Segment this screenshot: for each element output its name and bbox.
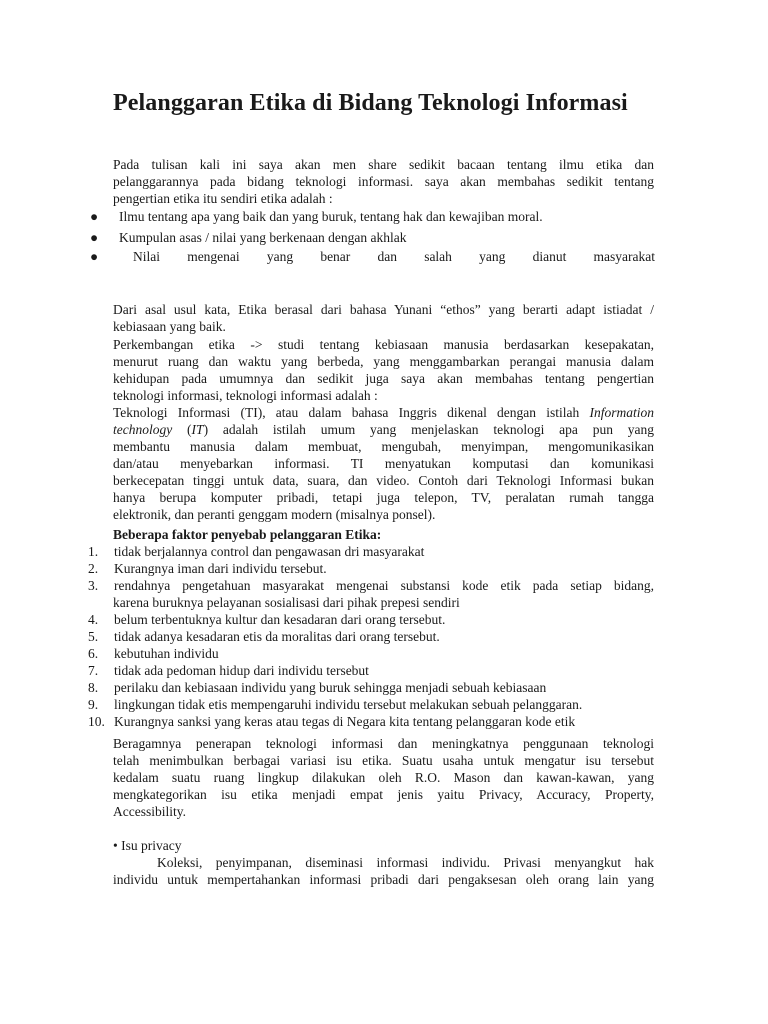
- factor-text: tidak ada pedoman hidup dari individu tersebut: [114, 663, 369, 678]
- text-line: berkecepatan tinggi untuk data, suara, dan video. Contoh dari Teknologi Informasi bukan: [113, 473, 654, 488]
- text-line: teknologi informasi, teknologi informasi adalah :: [113, 388, 378, 403]
- text-line: kehidupan pada umumnya dan sedikit juga saya akan membahas tentang pengertian: [113, 371, 654, 386]
- development-paragraph: [113, 336, 654, 404]
- factor-number: 3.: [88, 578, 99, 593]
- factor-text: Kurangnya sanksi yang keras atau tegas di Negara kita tentang pelanggaran kode etik: [114, 714, 576, 729]
- bullet-icon: ●: [90, 209, 99, 224]
- text-line: elektronik, dan peranti genggam modern (misalnya ponsel).: [113, 507, 436, 522]
- text-line: menurut ruang dan waktu yang berbeda, yang menggambarkan perangai manusia dalam: [113, 354, 654, 369]
- text-line: pelanggarannya pada bidang teknologi informasi. saya akan membahas sedikit tentang: [113, 174, 654, 189]
- italic-term: technology: [113, 422, 173, 437]
- intro-paragraph: [113, 156, 654, 207]
- text-line: Dari asal usul kata, Etika berasal dari bahasa Yunani “ethos” yang berarti adapt istiadat /: [113, 302, 654, 317]
- text-line: membantu manusia dalam membuat, mengubah, menyimpan, mengomunikasikan: [113, 439, 654, 454]
- factor-number: 9.: [88, 697, 99, 712]
- text-line: mengkategorikan isu etika menjadi empat jenis yaitu Privacy, Accuracy, Property,: [113, 787, 654, 802]
- bullet-text: Nilai mengenai yang benar dan salah yang dianut masyarakat: [133, 249, 655, 264]
- diversity-paragraph: [113, 735, 654, 820]
- factor-number: 7.: [88, 663, 99, 678]
- text-line: telah menimbulkan berbagai variasi isu etika. Suatu usaha untuk mengatur isu tersebut: [113, 753, 654, 768]
- bullet-icon: ●: [90, 249, 99, 264]
- text-line: [113, 404, 654, 421]
- text-line: pengertian etika itu sendiri etika adalah :: [113, 191, 333, 206]
- text-run: ) adalah istilah umum yang menjelaskan teknologi apa pun yang: [203, 422, 654, 437]
- text-line: Koleksi, penyimpanan, diseminasi informasi individu. Privasi menyangkut hak: [157, 855, 654, 870]
- factors-heading: Beberapa faktor penyebab pelanggaran Etika:: [113, 527, 382, 542]
- factor-text: Kurangnya iman dari individu tersebut.: [114, 561, 327, 576]
- text-line: hanya berupa komputer pribadi, tetapi juga telepon, TV, peralatan rumah tangga: [113, 490, 654, 505]
- factor-number: 5.: [88, 629, 99, 644]
- text-line: individu untuk mempertahankan informasi pribadi dari pengaksesan oleh orang lain yang: [113, 872, 654, 887]
- factor-text: kebutuhan individu: [114, 646, 219, 661]
- factor-number: 4.: [88, 612, 99, 627]
- text-run: Teknologi Informasi (TI), atau dalam bahasa Inggris dikenal dengan istilah: [113, 405, 580, 420]
- privacy-heading: • Isu privacy: [113, 838, 182, 853]
- text-line: Accessibility.: [113, 804, 186, 819]
- factor-text: tidak adanya kesadaran etis da moralitas dari orang tersebut.: [114, 629, 440, 644]
- italic-term: IT: [191, 422, 204, 437]
- factor-text: tidak berjalannya control dan pengawasan dri masyarakat: [114, 544, 425, 559]
- factor-number: 6.: [88, 646, 99, 661]
- italic-term: Information: [589, 405, 654, 420]
- factor-number: 2.: [88, 561, 99, 576]
- bullet-text: Ilmu tentang apa yang baik dan yang buruk, tentang hak dan kewajiban moral.: [119, 209, 543, 224]
- text-line: dan/atau menyebarkan informasi. TI menyatukan komputasi dan komunikasi: [113, 456, 654, 471]
- factor-number: 1.: [88, 544, 99, 559]
- factor-text: belum terbentuknya kultur dan kesadaran dari orang tersebut.: [114, 612, 446, 627]
- ti-paragraph: [113, 404, 654, 523]
- factor-text: rendahnya pengetahuan masyarakat mengenai substansi kode etik pada setiap bidang,: [114, 578, 654, 593]
- etymology-paragraph: [113, 301, 654, 335]
- document-title: Pelanggaran Etika di Bidang Teknologi Informasi: [113, 90, 628, 116]
- bullet-icon: ●: [90, 230, 99, 245]
- text-line: [113, 421, 654, 438]
- privacy-paragraph: [113, 854, 654, 888]
- text-line: Perkembangan etika -> studi tentang kebiasaan manusia berdasarkan kesepakatan,: [113, 337, 654, 352]
- text-line: Beragamnya penerapan teknologi informasi dan meningkatnya penggunaan teknologi: [113, 736, 654, 751]
- text-line: kebiasaan yang baik.: [113, 319, 226, 334]
- factor-text: perilaku dan kebiasaan individu yang buruk sehingga menjadi sebuah kebiasaan: [114, 680, 547, 695]
- text-run: (: [187, 422, 192, 437]
- text-line: Pada tulisan kali ini saya akan men share sedikit bacaan tentang ilmu etika dan: [113, 157, 654, 172]
- bullet-text: Kumpulan asas / nilai yang berkenaan dengan akhlak: [119, 230, 407, 245]
- factor-number: 10.: [88, 714, 105, 729]
- factor-text: lingkungan tidak etis mempengaruhi individu tersebut melakukan sebuah pelanggaran.: [114, 697, 583, 712]
- factor-continuation: karena buruknya pelayanan sosialisasi dari pihak prepesi sendiri: [113, 595, 460, 610]
- factor-number: 8.: [88, 680, 99, 695]
- text-line: kedalam suatu ruang lingkup dilakukan oleh R.O. Mason dan kawan-kawan, yang: [113, 770, 654, 785]
